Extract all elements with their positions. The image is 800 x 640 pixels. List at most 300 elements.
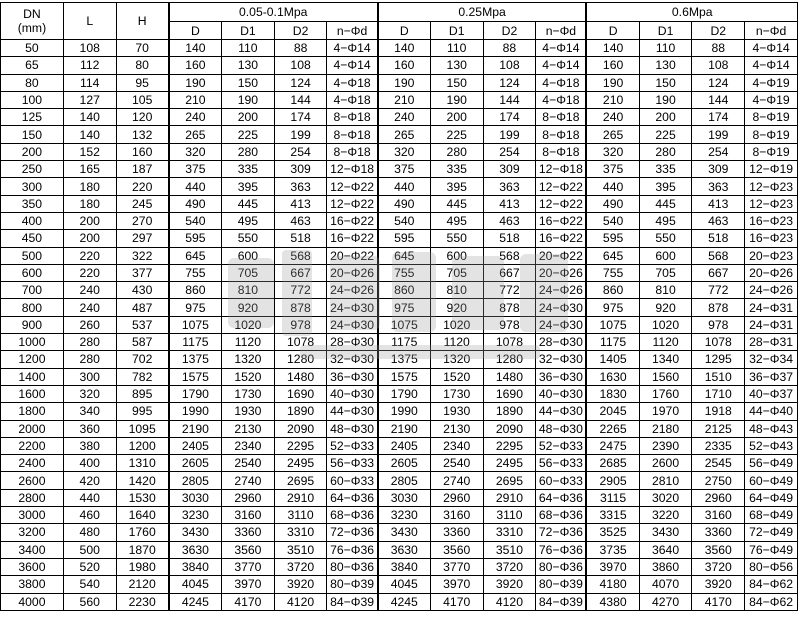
table-cell: 2400: [1, 455, 64, 472]
table-cell: 1280: [274, 351, 327, 368]
table-cell: 3600: [1, 558, 64, 575]
table-cell: 4045: [378, 576, 431, 593]
table-cell: 174: [692, 109, 745, 126]
table-row: [1, 299, 798, 316]
table-cell: 2335: [692, 437, 745, 454]
table-cell: 2805: [378, 472, 431, 489]
table-cell: 12−Φ18: [327, 161, 378, 178]
table-cell: 495: [222, 212, 275, 229]
table-cell: 895: [116, 385, 169, 402]
table-cell: 4−Φ14: [745, 57, 798, 74]
table-cell: 56−Φ49: [745, 455, 798, 472]
table-header: [1, 3, 798, 40]
subheader-g0-c0: D: [169, 22, 222, 40]
table-cell: 772: [274, 282, 327, 299]
table-row: [1, 472, 798, 489]
table-cell: 174: [483, 109, 536, 126]
table-cell: 95: [116, 74, 169, 91]
table-cell: 878: [274, 299, 327, 316]
table-cell: 187: [116, 161, 169, 178]
table-cell: 3160: [692, 507, 745, 524]
table-cell: 2130: [430, 420, 483, 437]
table-row: [1, 212, 798, 229]
table-cell: 380: [63, 437, 116, 454]
table-cell: 2545: [692, 455, 745, 472]
table-cell: 1078: [274, 334, 327, 351]
table-cell: 64−Φ36: [536, 489, 587, 506]
table-cell: 174: [274, 109, 327, 126]
table-cell: 2910: [483, 489, 536, 506]
table-cell: 2130: [222, 420, 275, 437]
table-cell: 1320: [430, 351, 483, 368]
table-cell: 1930: [430, 403, 483, 420]
table-cell: 76−Φ36: [327, 541, 378, 558]
table-cell: 144: [483, 91, 536, 108]
table-cell: 76−Φ49: [745, 541, 798, 558]
table-cell: 4070: [639, 576, 692, 593]
table-cell: 3000: [1, 507, 64, 524]
table-cell: 1630: [586, 368, 639, 385]
table-cell: 3770: [430, 558, 483, 575]
table-cell: 254: [274, 143, 327, 160]
table-cell: 24−Φ30: [536, 316, 587, 333]
table-cell: 140: [63, 109, 116, 126]
table-cell: 32−Φ30: [536, 351, 587, 368]
table-cell: 878: [483, 299, 536, 316]
table-cell: 144: [692, 91, 745, 108]
table-cell: 240: [169, 109, 222, 126]
table-cell: 110: [222, 40, 275, 57]
table-cell: 978: [483, 316, 536, 333]
table-cell: 395: [639, 178, 692, 195]
table-cell: 363: [483, 178, 536, 195]
table-cell: 1970: [639, 403, 692, 420]
table-cell: 1510: [692, 368, 745, 385]
table-cell: 40−Φ37: [745, 385, 798, 402]
table-cell: 810: [639, 282, 692, 299]
table-cell: 3220: [639, 507, 692, 524]
table-row: [1, 558, 798, 575]
table-cell: 3800: [1, 576, 64, 593]
table-cell: 320: [169, 143, 222, 160]
table-cell: 463: [483, 212, 536, 229]
table-cell: 190: [639, 91, 692, 108]
table-cell: 518: [274, 230, 327, 247]
table-cell: 64−Φ49: [745, 489, 798, 506]
table-cell: 1800: [1, 403, 64, 420]
table-cell: 400: [63, 455, 116, 472]
table-cell: 56−Φ33: [327, 455, 378, 472]
table-cell: 2295: [483, 437, 536, 454]
table-cell: 705: [222, 264, 275, 281]
table-cell: 84−Φ62: [745, 593, 798, 610]
table-cell: 210: [169, 91, 222, 108]
table-cell: 3430: [639, 524, 692, 541]
table-cell: 700: [1, 282, 64, 299]
table-cell: 297: [116, 230, 169, 247]
table-cell: 1310: [116, 455, 169, 472]
table-cell: 2405: [378, 437, 431, 454]
table-cell: 1340: [639, 351, 692, 368]
table-row: [1, 489, 798, 506]
table-cell: 480: [63, 524, 116, 541]
table-cell: 60−Φ49: [745, 472, 798, 489]
table-cell: 460: [63, 507, 116, 524]
table-cell: 1890: [483, 403, 536, 420]
table-cell: 225: [222, 126, 275, 143]
table-cell: 975: [169, 299, 222, 316]
table-cell: 24−Φ26: [745, 282, 798, 299]
table-cell: 280: [63, 334, 116, 351]
table-cell: 108: [63, 40, 116, 57]
table-cell: 260: [63, 316, 116, 333]
table-cell: 110: [639, 40, 692, 57]
table-cell: 3630: [378, 541, 431, 558]
table-cell: 445: [430, 195, 483, 212]
table-cell: 265: [378, 126, 431, 143]
subheader-g1-c2: D2: [483, 22, 536, 40]
table-cell: 4180: [586, 576, 639, 593]
subheader-g2-c2: D2: [692, 22, 745, 40]
table-cell: 1120: [222, 334, 275, 351]
table-cell: 860: [169, 282, 222, 299]
table-cell: 210: [586, 91, 639, 108]
table-cell: 200: [63, 212, 116, 229]
table-cell: 4245: [169, 593, 222, 610]
table-cell: 190: [169, 74, 222, 91]
table-cell: 1020: [222, 316, 275, 333]
table-cell: 265: [169, 126, 222, 143]
table-row: [1, 247, 798, 264]
table-cell: 1375: [378, 351, 431, 368]
table-cell: 80−Φ39: [536, 576, 587, 593]
table-cell: 445: [222, 195, 275, 212]
table-cell: 245: [116, 195, 169, 212]
table-cell: 4−Φ19: [745, 91, 798, 108]
table-cell: 190: [586, 74, 639, 91]
header-group-pressure-low: 0.05-0.1Mpa: [169, 3, 378, 22]
table-cell: 12−Φ22: [536, 178, 587, 195]
table-cell: 48−Φ30: [327, 420, 378, 437]
table-cell: 24−Φ31: [745, 316, 798, 333]
table-cell: 1560: [639, 368, 692, 385]
table-cell: 1020: [430, 316, 483, 333]
table-cell: 2200: [1, 437, 64, 454]
table-cell: 2180: [639, 420, 692, 437]
table-cell: 1095: [116, 420, 169, 437]
table-row: [1, 74, 798, 91]
table-cell: 2000: [1, 420, 64, 437]
table-cell: 190: [222, 91, 275, 108]
table-cell: 8−Φ18: [536, 109, 587, 126]
table-cell: 2340: [222, 437, 275, 454]
table-cell: 810: [430, 282, 483, 299]
table-cell: 36−Φ30: [536, 368, 587, 385]
table-row: [1, 126, 798, 143]
table-cell: 495: [430, 212, 483, 229]
table-cell: 810: [222, 282, 275, 299]
table-cell: 400: [1, 212, 64, 229]
table-row: [1, 282, 798, 299]
table-cell: 363: [274, 178, 327, 195]
header-h: H: [116, 3, 169, 40]
table-cell: 420: [63, 472, 116, 489]
table-cell: 280: [63, 351, 116, 368]
table-cell: 1710: [692, 385, 745, 402]
table-cell: 2685: [586, 455, 639, 472]
table-cell: 88: [483, 40, 536, 57]
table-cell: 28−Φ30: [327, 334, 378, 351]
table-cell: 600: [430, 247, 483, 264]
table-cell: 225: [430, 126, 483, 143]
table-cell: 160: [378, 57, 431, 74]
table-cell: 120: [116, 109, 169, 126]
table-cell: 335: [222, 161, 275, 178]
table-cell: 4000: [1, 593, 64, 610]
table-cell: 1690: [274, 385, 327, 402]
table-cell: 140: [169, 40, 222, 57]
table-cell: 50: [1, 40, 64, 57]
table-cell: 2960: [222, 489, 275, 506]
table-cell: 1575: [378, 368, 431, 385]
table-cell: 44−Φ40: [745, 403, 798, 420]
table-cell: 518: [692, 230, 745, 247]
table-cell: 595: [586, 230, 639, 247]
table-cell: 2540: [222, 455, 275, 472]
table-cell: 24−Φ30: [327, 316, 378, 333]
header-dn-unit: (mm): [17, 21, 47, 35]
table-cell: 3110: [483, 507, 536, 524]
subheader-g1-c0: D: [378, 22, 431, 40]
table-cell: 124: [274, 74, 327, 91]
table-cell: 1890: [274, 403, 327, 420]
table-cell: 130: [430, 57, 483, 74]
table-cell: 1480: [274, 368, 327, 385]
table-cell: 920: [222, 299, 275, 316]
table-cell: 4045: [169, 576, 222, 593]
table-cell: 413: [483, 195, 536, 212]
table-cell: 3315: [586, 507, 639, 524]
table-row: [1, 385, 798, 402]
table-cell: 110: [430, 40, 483, 57]
table-cell: 440: [169, 178, 222, 195]
table-cell: 2495: [483, 455, 536, 472]
table-cell: 2605: [378, 455, 431, 472]
table-cell: 495: [639, 212, 692, 229]
table-cell: 12−Φ22: [327, 178, 378, 195]
table-cell: 705: [430, 264, 483, 281]
table-cell: 280: [430, 143, 483, 160]
table-cell: 430: [116, 282, 169, 299]
table-cell: 1760: [639, 385, 692, 402]
table-cell: 84−Φ39: [536, 593, 587, 610]
table-row: [1, 40, 798, 57]
table-cell: 24−Φ26: [327, 282, 378, 299]
table-cell: 537: [116, 316, 169, 333]
table-cell: 1295: [692, 351, 745, 368]
table-cell: 1830: [586, 385, 639, 402]
table-cell: 24−Φ31: [745, 299, 798, 316]
table-cell: 24−Φ30: [327, 299, 378, 316]
table-cell: 3630: [169, 541, 222, 558]
table-cell: 190: [430, 91, 483, 108]
table-cell: 1990: [378, 403, 431, 420]
table-cell: 322: [116, 247, 169, 264]
table-cell: 540: [378, 212, 431, 229]
table-cell: 2740: [430, 472, 483, 489]
table-cell: 4−Φ19: [745, 74, 798, 91]
table-cell: 150: [1, 126, 64, 143]
table-cell: 36−Φ30: [327, 368, 378, 385]
table-cell: 16−Φ23: [745, 212, 798, 229]
table-cell: 105: [116, 91, 169, 108]
table-cell: 4−Φ14: [536, 57, 587, 74]
table-cell: 60−Φ33: [536, 472, 587, 489]
table-cell: 32−Φ30: [327, 351, 378, 368]
table-cell: 160: [586, 57, 639, 74]
table-cell: 413: [692, 195, 745, 212]
table-cell: 540: [586, 212, 639, 229]
table-cell: 3920: [692, 576, 745, 593]
table-cell: 3030: [378, 489, 431, 506]
table-cell: 1175: [169, 334, 222, 351]
table-cell: 1175: [378, 334, 431, 351]
table-cell: 782: [116, 368, 169, 385]
table-cell: 76−Φ36: [536, 541, 587, 558]
table-cell: 20−Φ26: [536, 264, 587, 281]
table-cell: 4120: [483, 593, 536, 610]
table-cell: 1120: [639, 334, 692, 351]
header-group-pressure-high: 0.6Mpa: [586, 3, 797, 22]
table-cell: 3510: [274, 541, 327, 558]
table-cell: 8−Φ18: [327, 143, 378, 160]
table-row: [1, 178, 798, 195]
table-cell: 363: [692, 178, 745, 195]
table-cell: 4270: [639, 593, 692, 610]
header-dn: [1, 3, 64, 40]
table-cell: 3160: [430, 507, 483, 524]
table-cell: 4−Φ18: [327, 74, 378, 91]
table-cell: 490: [169, 195, 222, 212]
table-cell: 667: [274, 264, 327, 281]
table-row: [1, 316, 798, 333]
table-cell: 3020: [639, 489, 692, 506]
table-cell: 2740: [222, 472, 275, 489]
table-cell: 108: [274, 57, 327, 74]
table-cell: 4170: [222, 593, 275, 610]
table-cell: 225: [639, 126, 692, 143]
table-cell: 1530: [116, 489, 169, 506]
table-cell: 2605: [169, 455, 222, 472]
table-cell: 199: [692, 126, 745, 143]
table-cell: 375: [586, 161, 639, 178]
table-cell: 20−Φ23: [745, 247, 798, 264]
table-cell: 1000: [1, 334, 64, 351]
table-cell: 130: [639, 57, 692, 74]
table-cell: 8−Φ18: [536, 126, 587, 143]
table-cell: 2090: [274, 420, 327, 437]
table-cell: 150: [639, 74, 692, 91]
table-cell: 300: [1, 178, 64, 195]
table-cell: 645: [586, 247, 639, 264]
table-cell: 80−Φ56: [745, 558, 798, 575]
table-cell: 1280: [483, 351, 536, 368]
table-cell: 200: [222, 109, 275, 126]
table-cell: 80: [1, 74, 64, 91]
table-cell: 3970: [222, 576, 275, 593]
table-cell: 335: [430, 161, 483, 178]
table-cell: 150: [430, 74, 483, 91]
table-cell: 2910: [274, 489, 327, 506]
table-cell: 500: [63, 541, 116, 558]
table-cell: 995: [116, 403, 169, 420]
table-cell: 28−Φ31: [745, 334, 798, 351]
table-cell: 265: [586, 126, 639, 143]
table-cell: 3735: [586, 541, 639, 558]
table-cell: 900: [1, 316, 64, 333]
table-cell: 152: [63, 143, 116, 160]
subheader-g2-c1: D1: [639, 22, 692, 40]
table-cell: 772: [692, 282, 745, 299]
table-cell: 108: [692, 57, 745, 74]
table-cell: 114: [63, 74, 116, 91]
table-cell: 1200: [116, 437, 169, 454]
table-cell: 3770: [222, 558, 275, 575]
table-cell: 3560: [222, 541, 275, 558]
header-dn-label: DN: [23, 7, 41, 21]
table-cell: 1520: [430, 368, 483, 385]
table-cell: 4380: [586, 593, 639, 610]
table-cell: 320: [586, 143, 639, 160]
table-cell: 3360: [222, 524, 275, 541]
table-cell: 595: [378, 230, 431, 247]
table-cell: 8−Φ18: [536, 143, 587, 160]
subheader-g1-c3: n−Φd: [536, 22, 587, 40]
table-cell: 2495: [274, 455, 327, 472]
table-cell: 920: [430, 299, 483, 316]
table-cell: 3840: [169, 558, 222, 575]
table-cell: 1990: [169, 403, 222, 420]
table-cell: 132: [116, 126, 169, 143]
subheader-g0-c3: n−Φd: [327, 22, 378, 40]
table-cell: 40−Φ30: [536, 385, 587, 402]
table-cell: 1375: [169, 351, 222, 368]
table-cell: 2230: [116, 593, 169, 610]
table-cell: 755: [586, 264, 639, 281]
table-cell: 2695: [483, 472, 536, 489]
header-group-pressure-mid: 0.25Mpa: [378, 3, 587, 22]
table-cell: 413: [274, 195, 327, 212]
table-cell: 280: [222, 143, 275, 160]
table-cell: 568: [692, 247, 745, 264]
table-cell: 2810: [639, 472, 692, 489]
table-cell: 3525: [586, 524, 639, 541]
table-row: [1, 403, 798, 420]
table-cell: 3310: [483, 524, 536, 541]
flange-dimension-table: [0, 2, 798, 611]
table-cell: 3510: [483, 541, 536, 558]
table-cell: 150: [222, 74, 275, 91]
table-cell: 165: [63, 161, 116, 178]
table-cell: 667: [483, 264, 536, 281]
table-cell: 860: [586, 282, 639, 299]
table-cell: 560: [63, 593, 116, 610]
table-cell: 440: [586, 178, 639, 195]
table-cell: 3970: [586, 558, 639, 575]
table-cell: 2800: [1, 489, 64, 506]
header-l: L: [63, 3, 116, 40]
table-cell: 320: [63, 385, 116, 402]
